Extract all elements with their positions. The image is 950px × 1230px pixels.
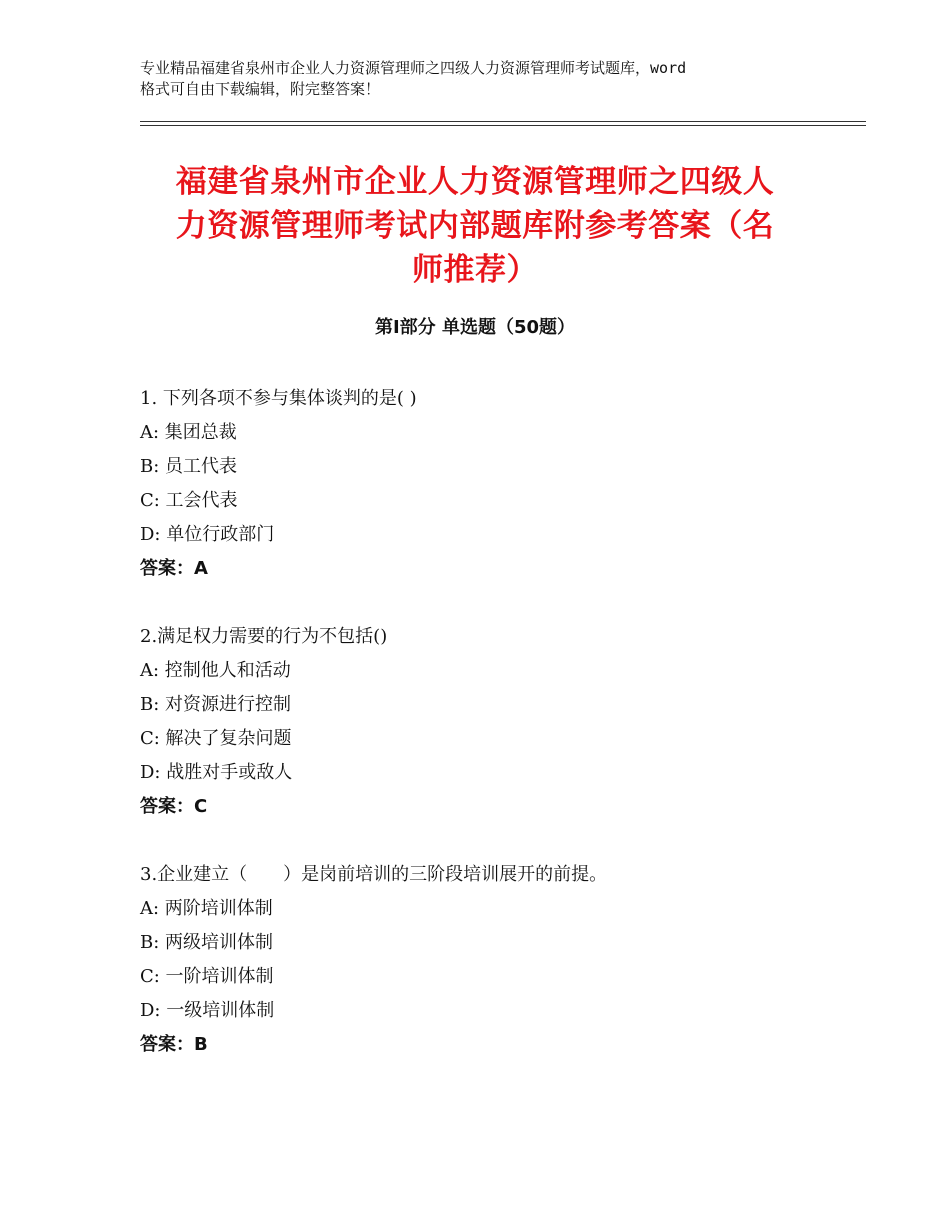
question-3	[140, 858, 840, 1062]
header-note	[140, 58, 830, 100]
option-d: D: 一级培训体制	[140, 1000, 275, 1021]
option-a: A: 控制他人和活动	[140, 660, 291, 681]
answer-key: 答案：C	[140, 796, 208, 817]
header-divider-top	[140, 121, 866, 122]
document-title-line-2: 力资源管理师考试内部题库附参考答案（名	[175, 208, 775, 244]
question-2	[140, 620, 840, 824]
question-stem: 3.企业建立（ ）是岗前培训的三阶段培训展开的前提。	[140, 864, 608, 885]
option-c: C: 一阶培训体制	[140, 966, 274, 987]
header-note-line-2: 格式可自由下载编辑，附完整答案！	[140, 80, 381, 98]
document-title-line-3: 师推荐）	[412, 252, 538, 288]
option-a: A: 集团总裁	[140, 422, 237, 443]
option-d: D: 单位行政部门	[140, 524, 275, 545]
question-list	[140, 382, 840, 1096]
option-c: C: 工会代表	[140, 490, 238, 511]
answer-key: 答案：A	[140, 558, 208, 579]
option-d: D: 战胜对手或敌人	[140, 762, 293, 783]
header-note-line-1: 专业精品福建省泉州市企业人力资源管理师之四级人力资源管理师考试题库，word	[140, 59, 687, 77]
document-title	[140, 160, 810, 292]
question-1	[140, 382, 840, 586]
document-title-line-1: 福建省泉州市企业人力资源管理师之四级人	[175, 164, 775, 200]
option-b: B: 两级培训体制	[140, 932, 274, 953]
option-b: B: 员工代表	[140, 456, 238, 477]
section-title: 第Ⅰ部分 单选题（50题）	[374, 317, 575, 338]
question-stem: 2.满足权力需要的行为不包括()	[140, 626, 388, 647]
option-b: B: 对资源进行控制	[140, 694, 292, 715]
header-divider-bottom	[140, 125, 866, 126]
option-a: A: 两阶培训体制	[140, 898, 273, 919]
question-stem: 1. 下列各项不参与集体谈判的是( )	[140, 388, 417, 409]
option-c: C: 解决了复杂问题	[140, 728, 292, 749]
answer-key: 答案：B	[140, 1034, 208, 1055]
